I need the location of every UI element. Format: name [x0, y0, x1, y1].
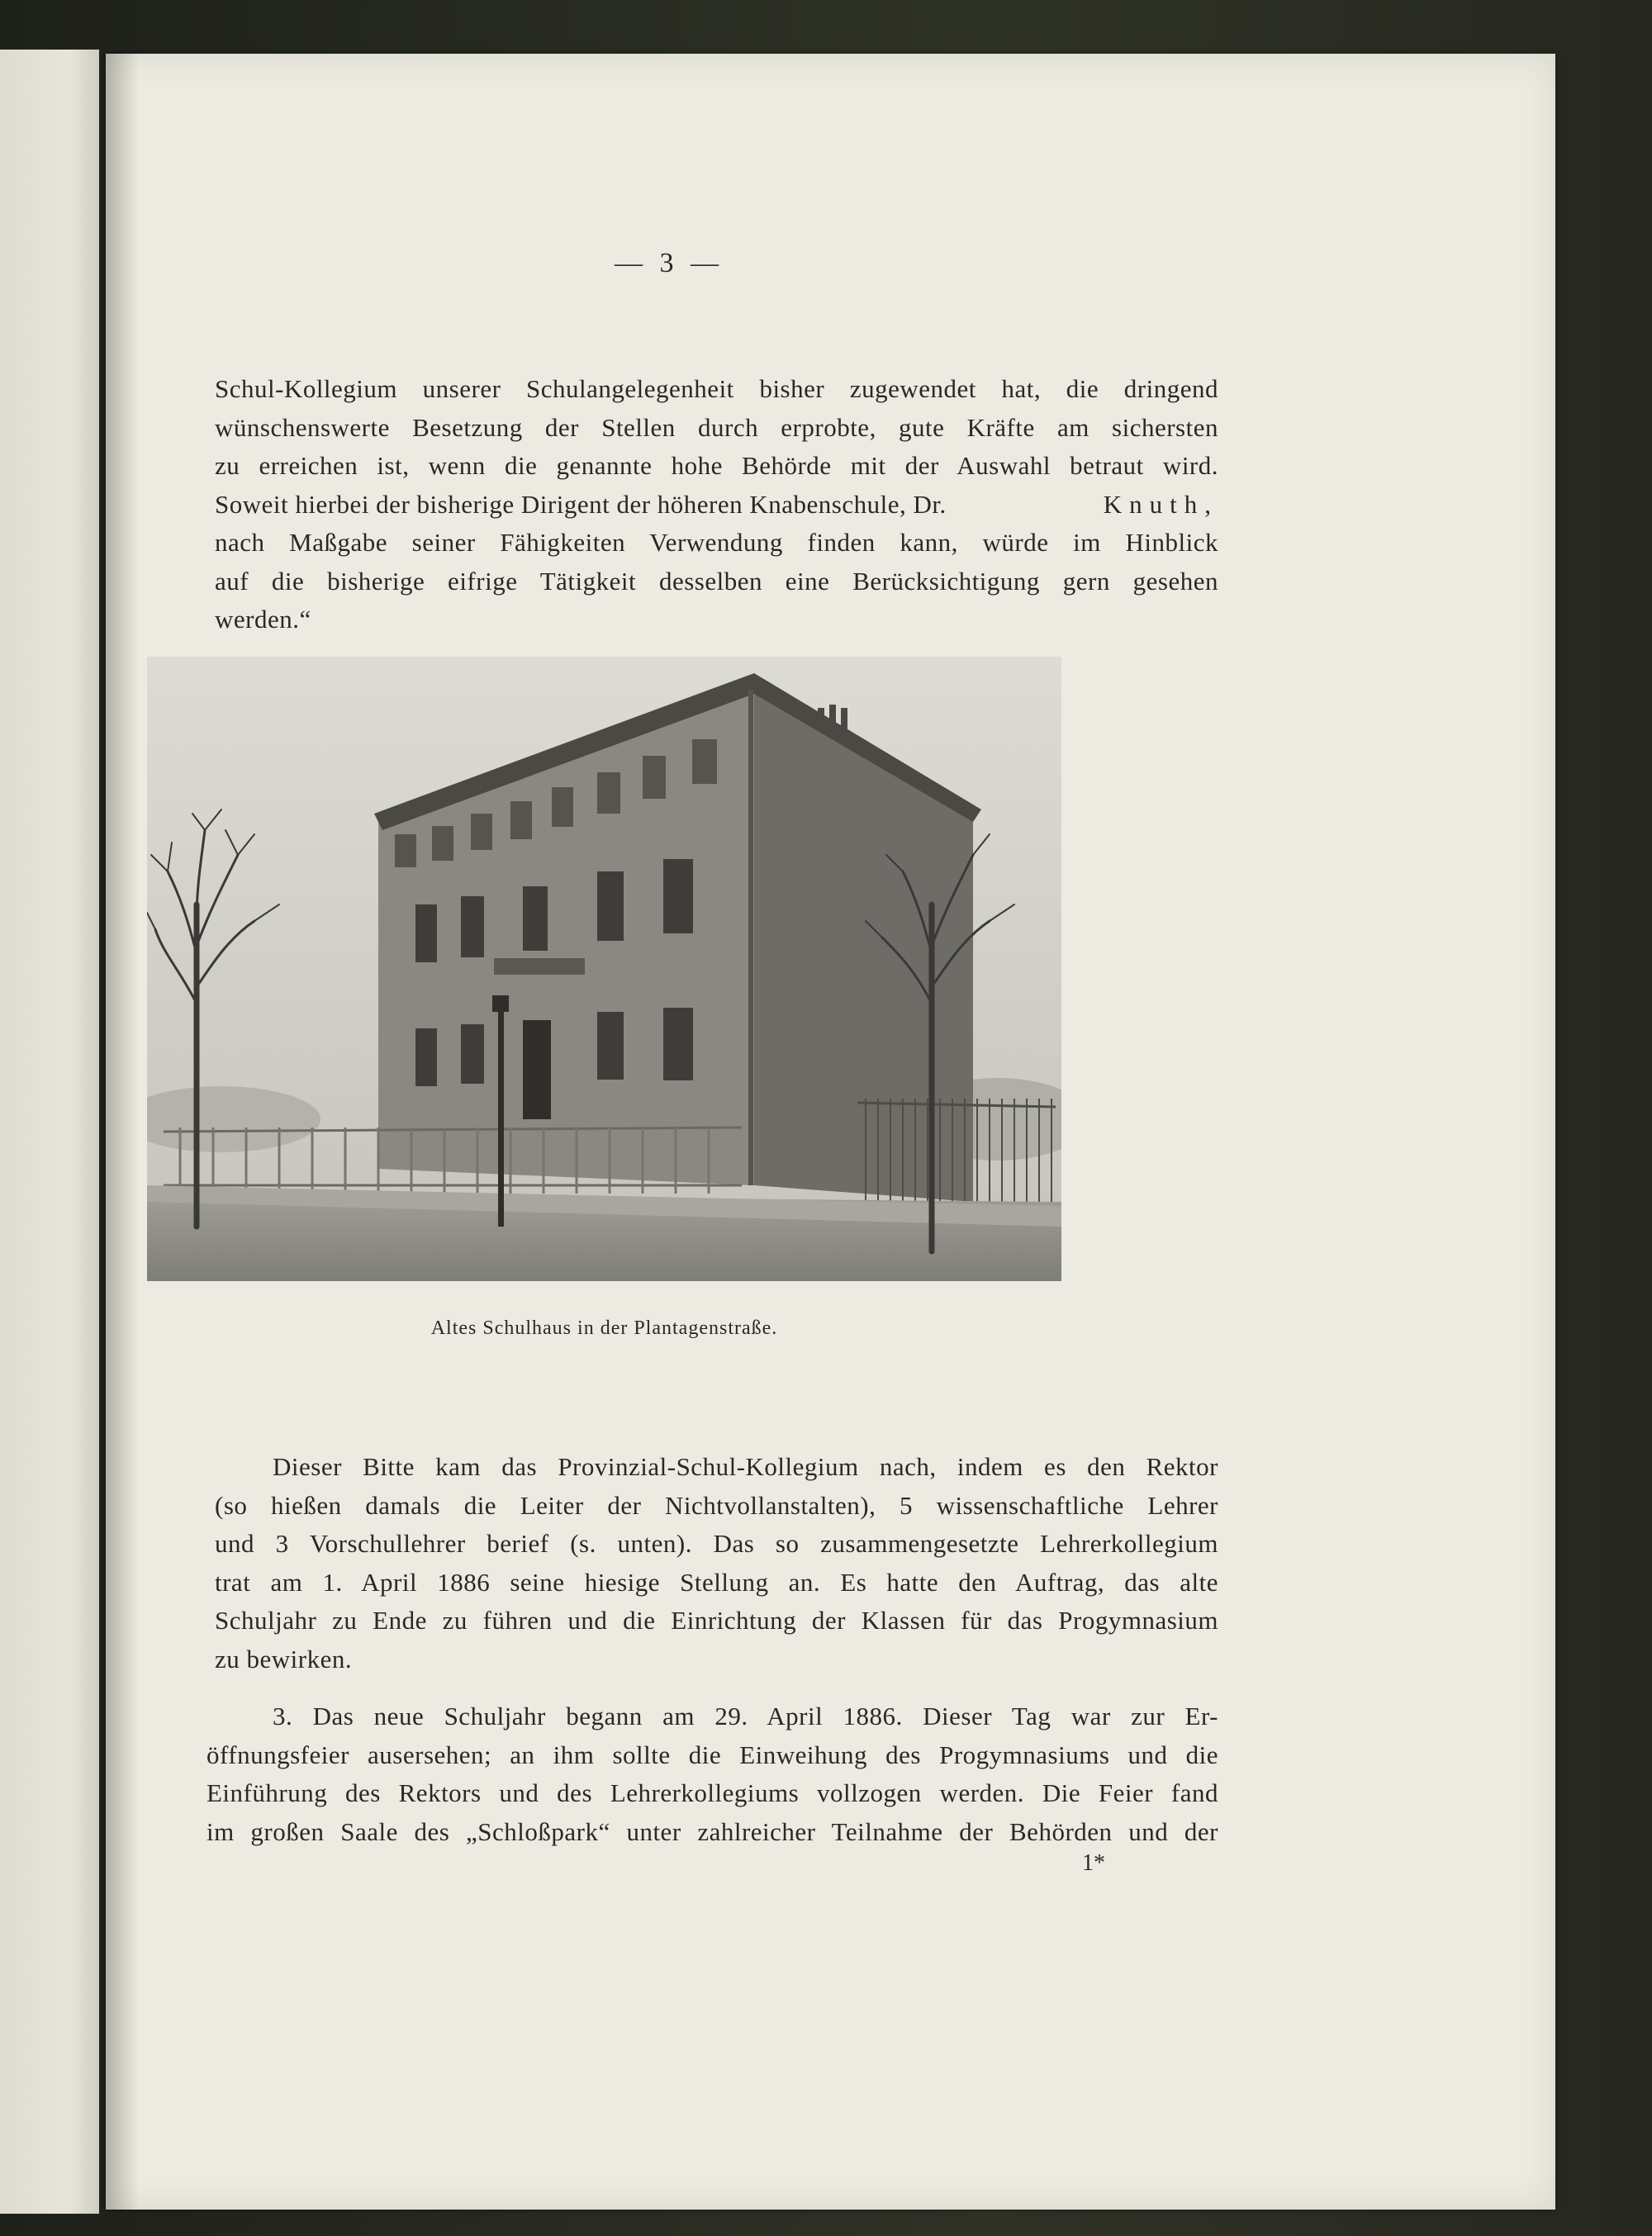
paragraph-1-line: Schul-Kollegium unserer Schulangelegenheit bisher zugewendet hat, die dringend: [215, 374, 1218, 403]
gutter-shadow: [106, 54, 139, 2210]
paragraph-2-line: zu bewirken.: [215, 1644, 353, 1673]
signature-mark: 1*: [1082, 1850, 1105, 1876]
paragraph-1-line: werden.“: [215, 605, 311, 634]
paragraph-1-line: auf die bisherige eifrige Tätigkeit desselben eine Berücksichtigung gern gesehen: [215, 566, 1218, 596]
school-building-photo: [147, 657, 1061, 1281]
paragraph-1-line: Soweit hierbei der bisherige Dirigent der höheren Knabenschule, Dr.: [215, 489, 947, 519]
paragraph-1-line: nach Maßgabe seiner Fähigkeiten Verwendung finden kann, würde im Hinblick: [215, 528, 1218, 557]
paragraph-1: [215, 370, 1218, 639]
paragraph-3-line: im großen Saale des „Schloßpark“ unter zahlreicher Teilnahme der Behörden und der: [206, 1816, 1218, 1846]
paragraph-3-line: Einführung des Rektors und des Lehrerkollegiums vollzogen werden. Die Feier fand: [206, 1778, 1218, 1807]
spaced-name: Knuth,: [1103, 489, 1218, 519]
paragraph-3: [206, 1697, 1218, 1851]
paragraph-2-line: Schuljahr zu Ende zu führen und die Einrichtung der Klassen für das Progymnasium: [215, 1606, 1218, 1635]
paragraph-2-line: Dieser Bitte kam das Provinzial-Schul-Kollegium nach, indem es den Rektor: [273, 1452, 1218, 1481]
paragraph-3-line: öffnungsfeier ausersehen; an ihm sollte die Einweihung des Progymnasiums und die: [206, 1740, 1218, 1769]
paragraph-2-line: und 3 Vorschullehrer berief (s. unten). Das so zusammengesetzte Lehrerkollegium: [215, 1529, 1218, 1558]
paragraph-1-line-with-name: [215, 486, 1218, 525]
paragraph-2-line: (so hießen damals die Leiter der Nichtvollanstalten), 5 wissenschaftliche Lehrer: [215, 1490, 1218, 1520]
paragraph-2-line: trat am 1. April 1886 seine hiesige Stellung an. Es hatte den Auftrag, das alte: [215, 1567, 1218, 1597]
paragraph-3-line: 3. Das neue Schuljahr begann am 29. April 1886. Dieser Tag war zur Er-: [273, 1702, 1218, 1730]
paragraph-1-line: zu erreichen ist, wenn die genannte hohe Behörde mit der Auswahl betraut wird.: [215, 451, 1218, 480]
paragraph-2: [215, 1448, 1218, 1678]
left-page-edge: [0, 50, 99, 2214]
photo-caption: Altes Schulhaus in der Plantagenstraße.: [430, 1317, 778, 1339]
paragraph-1-line: wünschenswerte Besetzung der Stellen durch erprobte, gute Kräfte am sichersten: [215, 412, 1218, 442]
page-number: — 3 —: [615, 248, 724, 278]
school-building-illustration: [147, 657, 1061, 1281]
